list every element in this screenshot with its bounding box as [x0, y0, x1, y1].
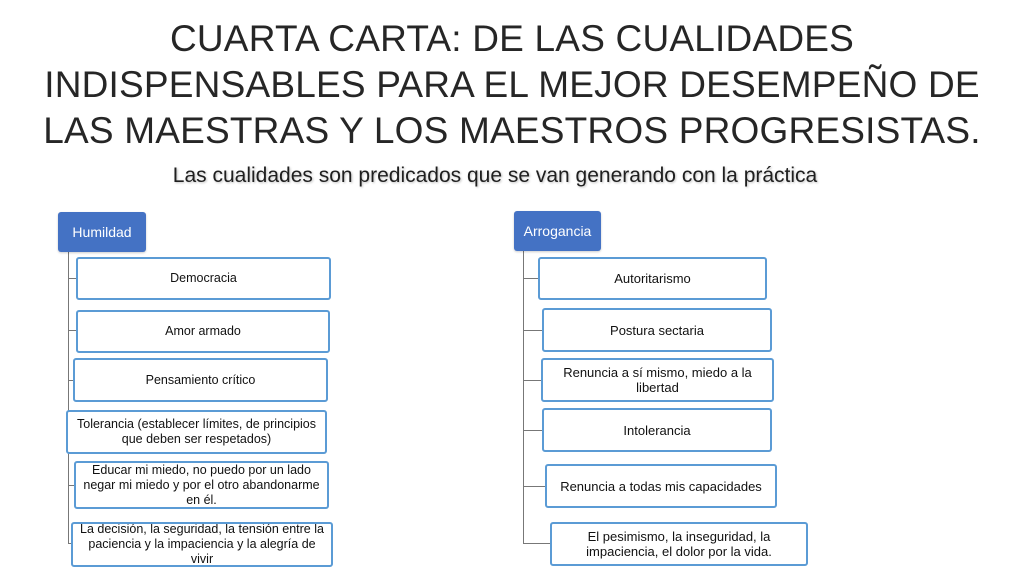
left-item-1: Democracia [76, 257, 331, 300]
right-root-node: Arrogancia [514, 211, 601, 251]
right-connector-2 [523, 330, 542, 331]
right-connector-6 [523, 543, 550, 544]
left-item-decision: La decisión, la seguridad, la tensión entre la paciencia y la impaciencia y la alegría de vivir [71, 522, 333, 567]
title-line-2: INDISPENSABLES PARA EL MEJOR DESEMPEÑO DE [44, 64, 980, 105]
slide-subtitle: Las cualidades son predicados que se van generando con la práctica [172, 164, 818, 187]
left-item-2: Amor armado [76, 310, 330, 353]
title-line-1: CUARTA CARTA: DE LAS CUALIDADES [169, 18, 855, 59]
right-connector-3 [523, 380, 541, 381]
right-item-6: El pesimismo, la inseguridad, la impaciencia, el dolor por la vida. [550, 522, 808, 566]
slide-title [20, 16, 1004, 154]
right-item-4: Intolerancia [542, 408, 772, 452]
left-item-tolerancia: Tolerancia (establecer límites, de principios que deben ser respetados) [66, 410, 327, 454]
right-connector-4 [523, 430, 542, 431]
left-item-3: Pensamiento crítico [73, 358, 328, 402]
right-tree-trunk [523, 251, 524, 543]
right-item-5: Renuncia a todas mis capacidades [545, 464, 777, 508]
right-connector-5 [523, 486, 545, 487]
right-item-3: Renuncia a sí mismo, miedo a la libertad [541, 358, 774, 402]
right-item-1: Autoritarismo [538, 257, 767, 300]
title-line-3: LAS MAESTRAS Y LOS MAESTROS PROGRESISTAS. [43, 110, 981, 151]
left-root-node: Humildad [58, 212, 146, 252]
left-tree-trunk [68, 252, 69, 543]
right-item-2: Postura sectaria [542, 308, 772, 352]
right-connector-1 [523, 278, 538, 279]
left-item-miedo: Educar mi miedo, no puedo por un lado negar mi miedo y por el otro abandonarme en él. [74, 461, 329, 509]
